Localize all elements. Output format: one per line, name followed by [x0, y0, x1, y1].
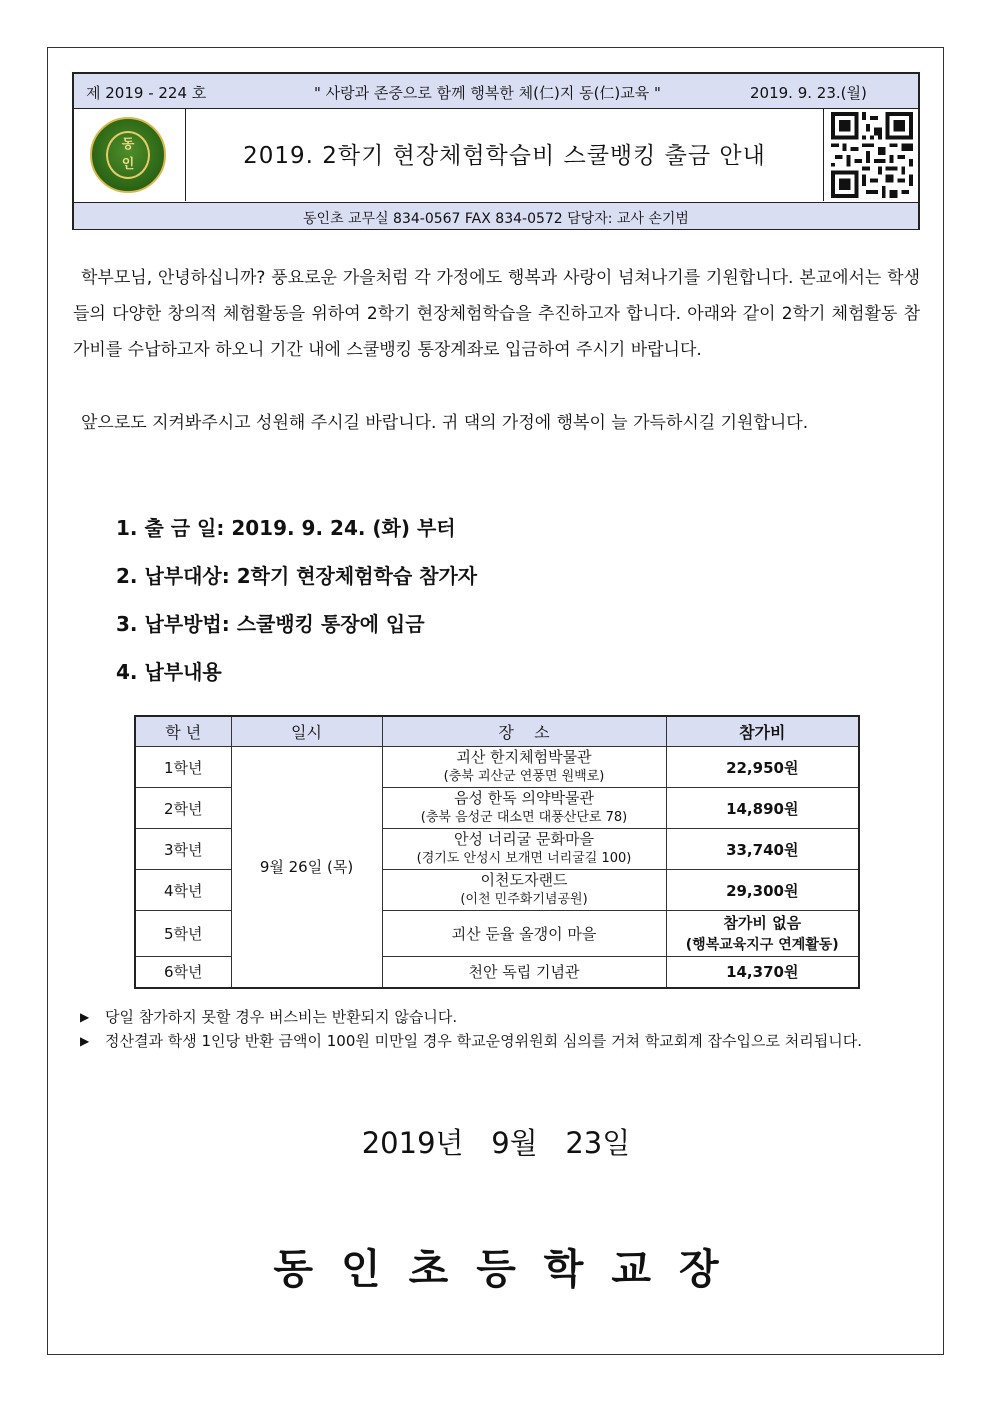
place-address: (이천 민주화기념공원)	[460, 891, 588, 907]
place-cell	[382, 829, 666, 870]
fee-note: (행복교육지구 연계활동)	[685, 936, 839, 953]
triangle-bullet-icon: ▶	[80, 1034, 90, 1048]
header-grade: 학 년	[135, 716, 231, 747]
item-payment-target: 2. 납부대상: 2학기 현장체험학습 참가자	[116, 564, 478, 588]
qr-code-icon	[831, 112, 913, 198]
school-slogan: " 사랑과 존중으로 함께 행복한 체(仁)지 동(仁)교육 "	[314, 84, 661, 102]
header-info-bar	[74, 74, 918, 109]
header-title-row	[74, 109, 918, 201]
place-cell	[382, 870, 666, 911]
closing-paragraph: 앞으로도 지켜봐주시고 성원해 주시길 바랍니다. 귀 댁의 가정에 행복이 늘 가득하시길 기원합니다.	[81, 413, 809, 433]
fee-cell: 29,300원	[666, 870, 859, 911]
note-refund	[80, 1030, 922, 1053]
logo-cell	[74, 109, 186, 201]
grade-cell: 2학년	[135, 788, 231, 829]
logo-text-bottom: 인	[121, 157, 135, 172]
header-date: 일시	[231, 716, 382, 747]
place-name: 음성 한독 의약박물관	[454, 788, 594, 807]
principal-signature: 동인초등학교장	[273, 1245, 747, 1293]
date-cell: 9월 26일 (목)	[231, 747, 382, 988]
place-cell: 천안 독립 기념관	[382, 957, 666, 988]
fee-cell: 22,950원	[666, 747, 859, 788]
table-row	[135, 747, 859, 788]
place-name: 안성 너리굴 문화마을	[454, 829, 594, 848]
qr-cell	[823, 109, 919, 201]
place-cell	[382, 788, 666, 829]
triangle-bullet-icon: ▶	[80, 1010, 90, 1024]
greeting-paragraph: 학부모님, 안녕하십니까? 풍요로운 가을처럼 각 가정에도 행복과 사랑이 넘쳐나기를 기원합니다. 본교에서는 학생들의 다양한 창의적 체험활동을 위하여 2학기 현장체험학습을 추진하고자 합니다. 아래와 같이 2학기 체험활동 참가비를 수납하고자 하오니 기간 내에 스쿨뱅킹 통장계좌로 입금하여 주시기 바랍니다.	[73, 268, 920, 360]
document-title: 2019. 2학기 현장체험학습비 스쿨뱅킹 출금 안내	[243, 143, 766, 169]
document-header	[72, 72, 920, 230]
place-address: (충북 괴산군 연풍면 원백로)	[443, 768, 605, 784]
issue-date: 2019. 9. 23.(월)	[750, 84, 867, 102]
place-cell: 괴산 둔율 올갱이 마을	[382, 911, 666, 957]
place-name: 이천도자랜드	[480, 870, 568, 889]
item-withdrawal-date: 1. 출 금 일: 2019. 9. 24. (화) 부터	[116, 516, 456, 540]
title-cell	[186, 109, 823, 201]
place-name: 괴산 한지체험박물관	[456, 747, 592, 766]
table-header-row	[135, 716, 859, 747]
note-bus-fee	[80, 1006, 922, 1029]
header-place: 장 소	[382, 716, 666, 747]
grade-cell: 6학년	[135, 957, 231, 988]
note-text: 정산결과 학생 1인당 반환 금액이 100원 미만일 경우 학교운영위원회 심의를 거쳐 학교회계 잡수입으로 처리됩니다.	[105, 1032, 862, 1050]
issue-number: 제 2019 - 224 호	[86, 84, 207, 102]
grade-cell: 1학년	[135, 747, 231, 788]
grade-cell: 4학년	[135, 870, 231, 911]
logo-text-top: 동	[121, 137, 135, 152]
fee-table	[134, 715, 860, 989]
fee-cell	[666, 911, 859, 957]
school-logo-icon	[90, 117, 166, 193]
grade-cell: 3학년	[135, 829, 231, 870]
fee-cell: 14,890원	[666, 788, 859, 829]
note-text: 당일 참가하지 못할 경우 버스비는 반환되지 않습니다.	[105, 1008, 458, 1026]
fee-none: 참가비 없음	[723, 913, 802, 932]
item-payment-method: 3. 납부방법: 스쿨뱅킹 통장에 입금	[116, 612, 425, 636]
fee-cell: 33,740원	[666, 829, 859, 870]
place-address: (경기도 안성시 보개면 너리굴길 100)	[416, 850, 632, 866]
contact-bar	[74, 202, 918, 229]
grade-cell: 5학년	[135, 911, 231, 957]
item-payment-details: 4. 납부내용	[116, 660, 222, 684]
fee-cell: 14,370원	[666, 957, 859, 988]
issue-date-footer: 2019년 9월 23일	[361, 1126, 631, 1160]
place-cell	[382, 747, 666, 788]
header-fee: 참가비	[666, 716, 859, 747]
contact-info: 동인초 교무실 834-0567 FAX 834-0572 담당자: 교사 손기범	[303, 211, 689, 227]
place-address: (충북 음성군 대소면 대풍산단로 78)	[420, 809, 628, 825]
